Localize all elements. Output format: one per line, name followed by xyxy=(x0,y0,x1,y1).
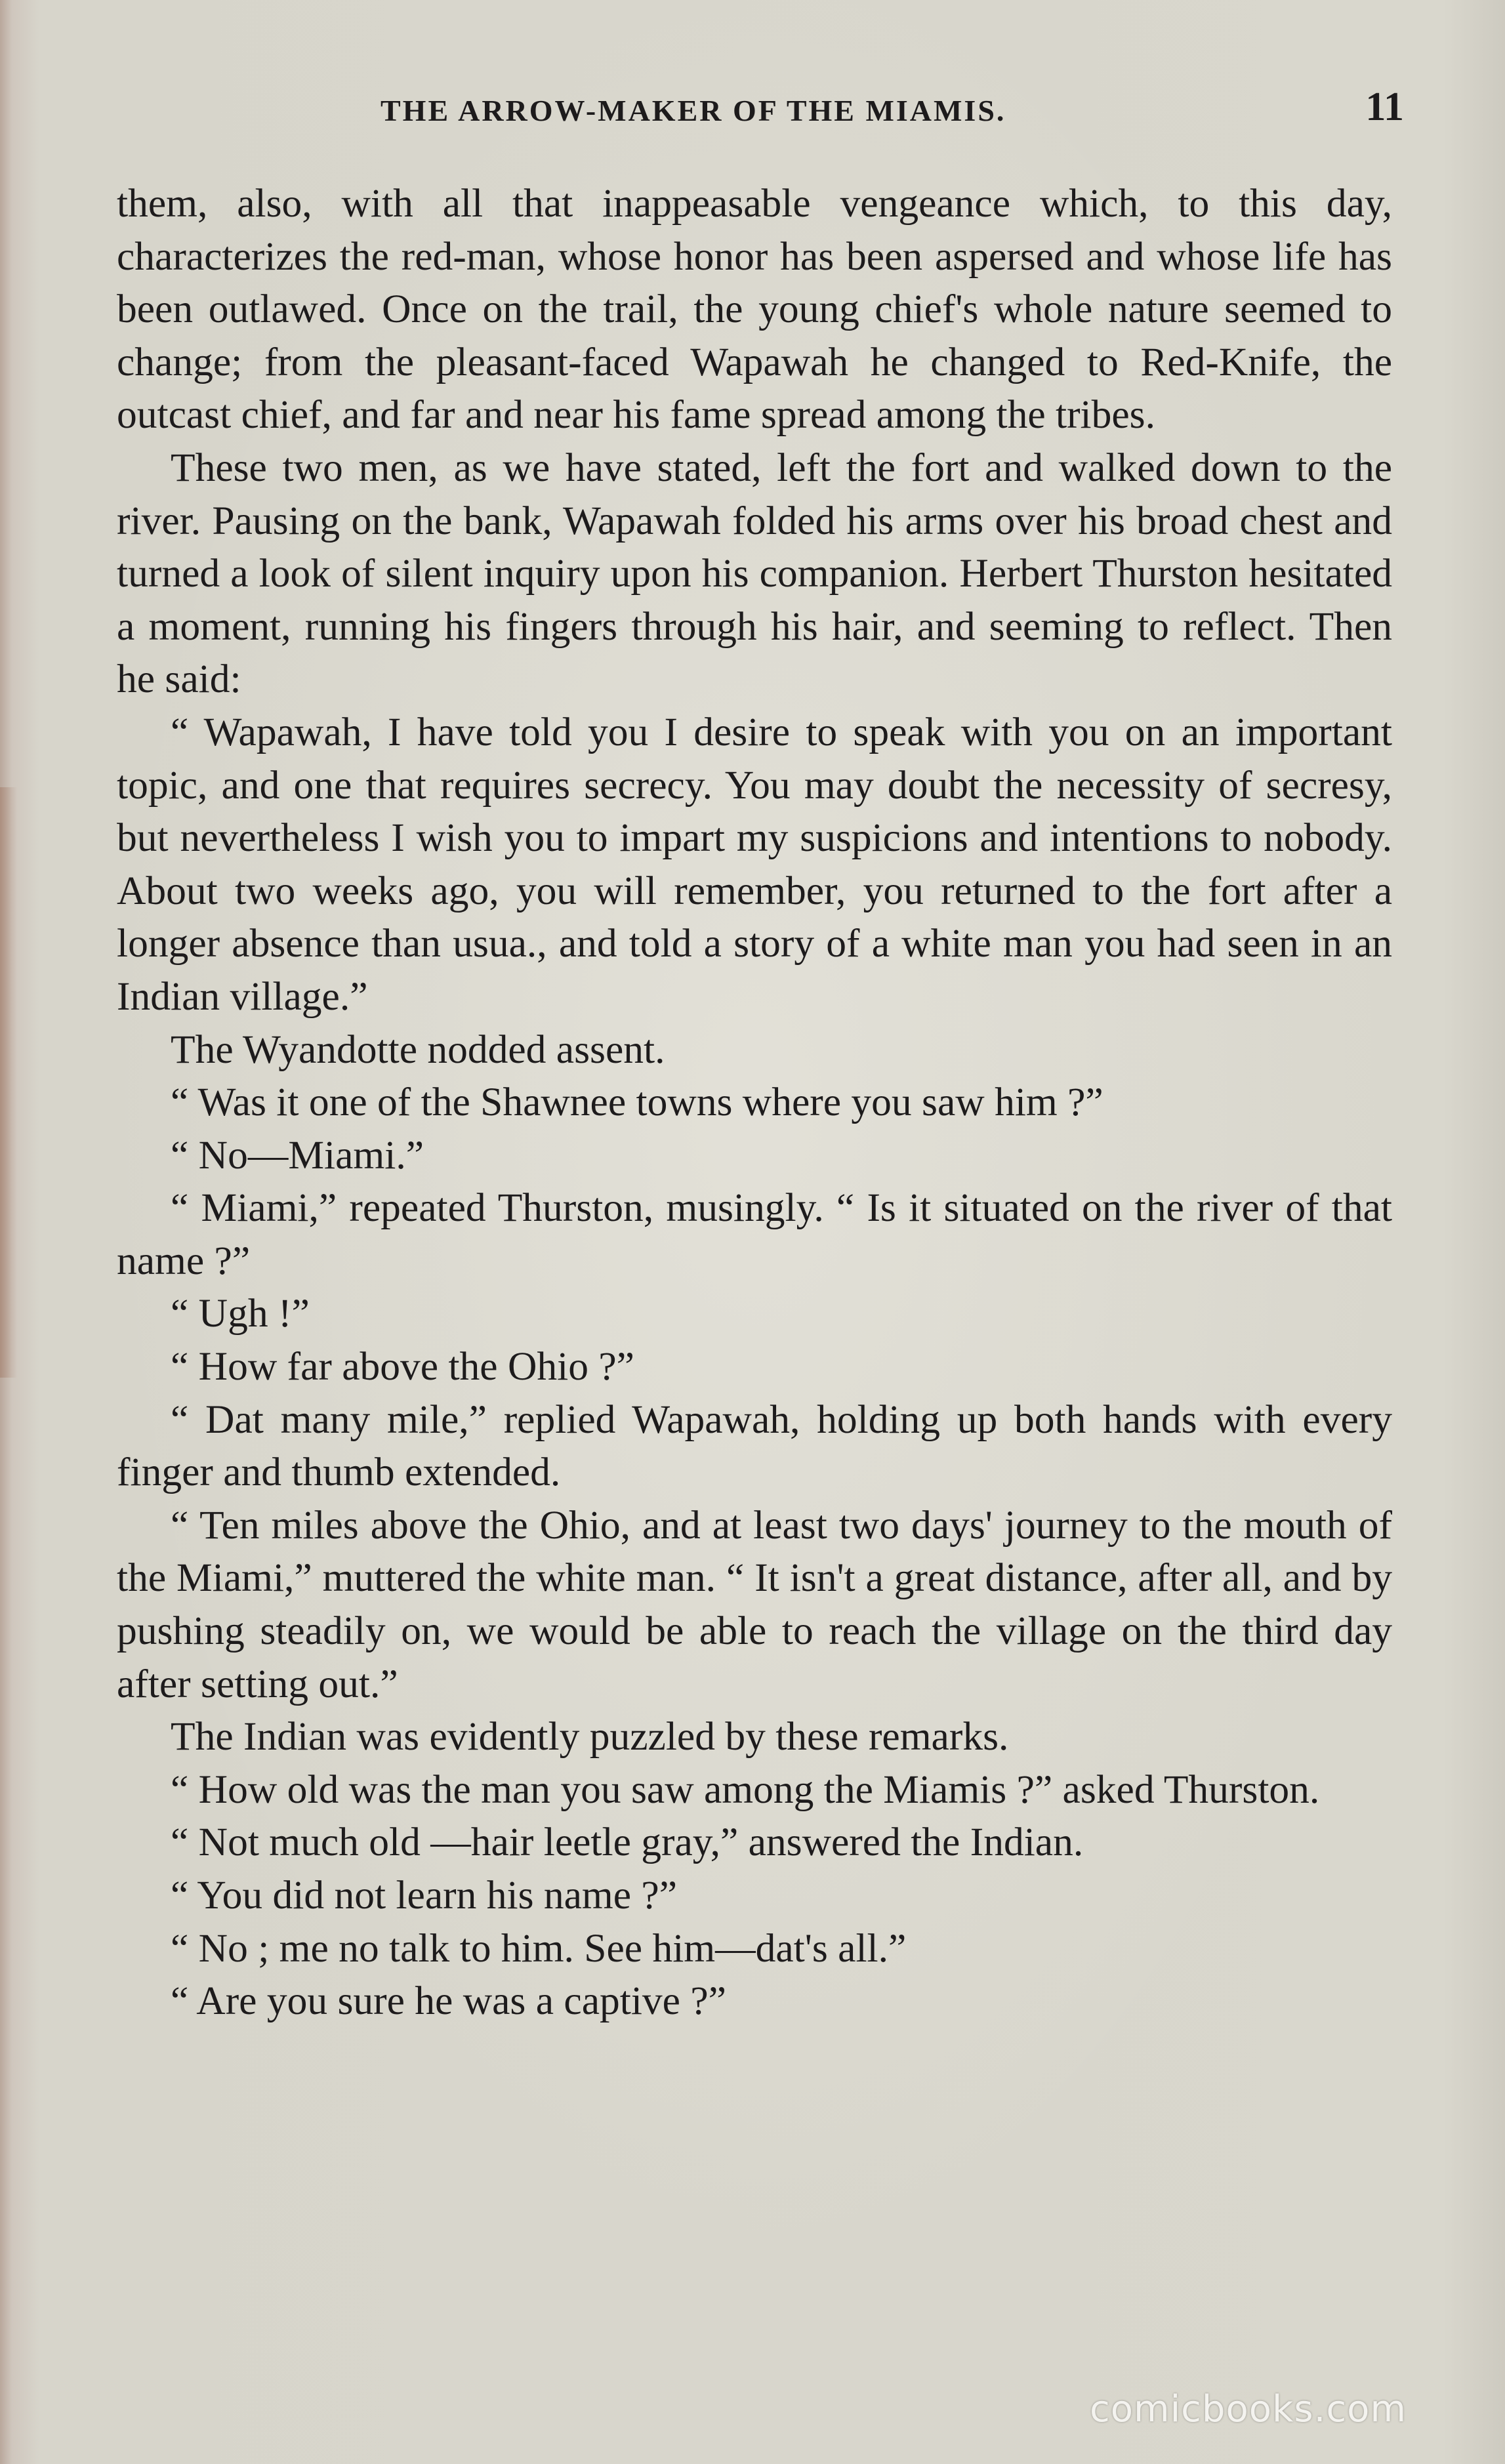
paragraph: “ You did not learn his name ?” xyxy=(171,1873,678,1918)
paragraph: “ No ; me no talk to him. See him—dat's all.” xyxy=(171,1925,907,1971)
paragraph: “ Was it one of the Shawnee towns where you saw him ?” xyxy=(171,1080,1103,1125)
page-number: 11 xyxy=(1365,85,1404,129)
paragraph: “ How far above the Ohio ?” xyxy=(171,1344,634,1389)
watermark: comicbooks.com xyxy=(1089,2388,1407,2431)
paragraph: “ Wapawah, I have told you I desire to speak with you on an important topic, and one that requires secrecy. You may doubt the necessity of secresy, but nevertheless I wish you to impart my suspicions and intentions to nobody. About two weeks ago, you will remember, you returned to the fort after a longer absence than usua., and told a story of a white man you had seen in an Indian village.” xyxy=(117,709,1392,1019)
paragraph: These two men, as we have stated, left the fort and walked down to the river. Pausing on the bank, Wapawah folded his arms over his broad chest and turned a look of silent inquiry upon his companion. Herbert Thurston hesitated a moment, running his fingers through his hair, and seeming to reflect. Then he said: xyxy=(117,445,1392,702)
paragraph: “ Dat many mile,” replied Wapawah, holding up both hands with every finger and thumb extended. xyxy=(117,1397,1392,1495)
paragraph: “ No—Miami.” xyxy=(171,1132,424,1178)
paragraph: The Wyandotte nodded assent. xyxy=(171,1027,665,1072)
paragraph: “ Ugh !” xyxy=(171,1291,310,1336)
paragraph: “ How old was the man you saw among the Miamis ?” asked Thurston. xyxy=(171,1767,1320,1812)
paragraph: The Indian was evidently puzzled by these remarks. xyxy=(171,1714,1009,1759)
paragraph: “ Ten miles above the Ohio, and at least two days' journey to the mouth of the Miami,” muttered the white man. “ It isn't a great distance, after all, and by pushing steadily on, we would be able to reach the village on the third day after setting out.” xyxy=(117,1502,1392,1706)
page-header xyxy=(381,84,1404,136)
paragraph: “ Not much old —hair leetle gray,” answered the Indian. xyxy=(171,1820,1084,1865)
paragraph: “ Are you sure he was a captive ?” xyxy=(171,1979,726,2024)
paragraph: them, also, with all that inappeasable vengeance which, to this day, characterizes the red-man, whose honor has been aspersed and whose life has been outlawed. Once on the trail, the young chief's whole nature seemed to change; from the pleasant-faced Wapawah he changed to Red-Knife, the outcast chief, and far and near his fame spread among the tribes. xyxy=(117,181,1392,438)
body-text xyxy=(117,177,1392,2028)
paragraph: “ Miami,” repeated Thurston, musingly. “ Is it situated on the river of that name ?” xyxy=(117,1185,1392,1283)
page-edge-stain xyxy=(0,787,17,1378)
running-head: THE ARROW-MAKER OF THE MIAMIS. xyxy=(381,94,1006,127)
